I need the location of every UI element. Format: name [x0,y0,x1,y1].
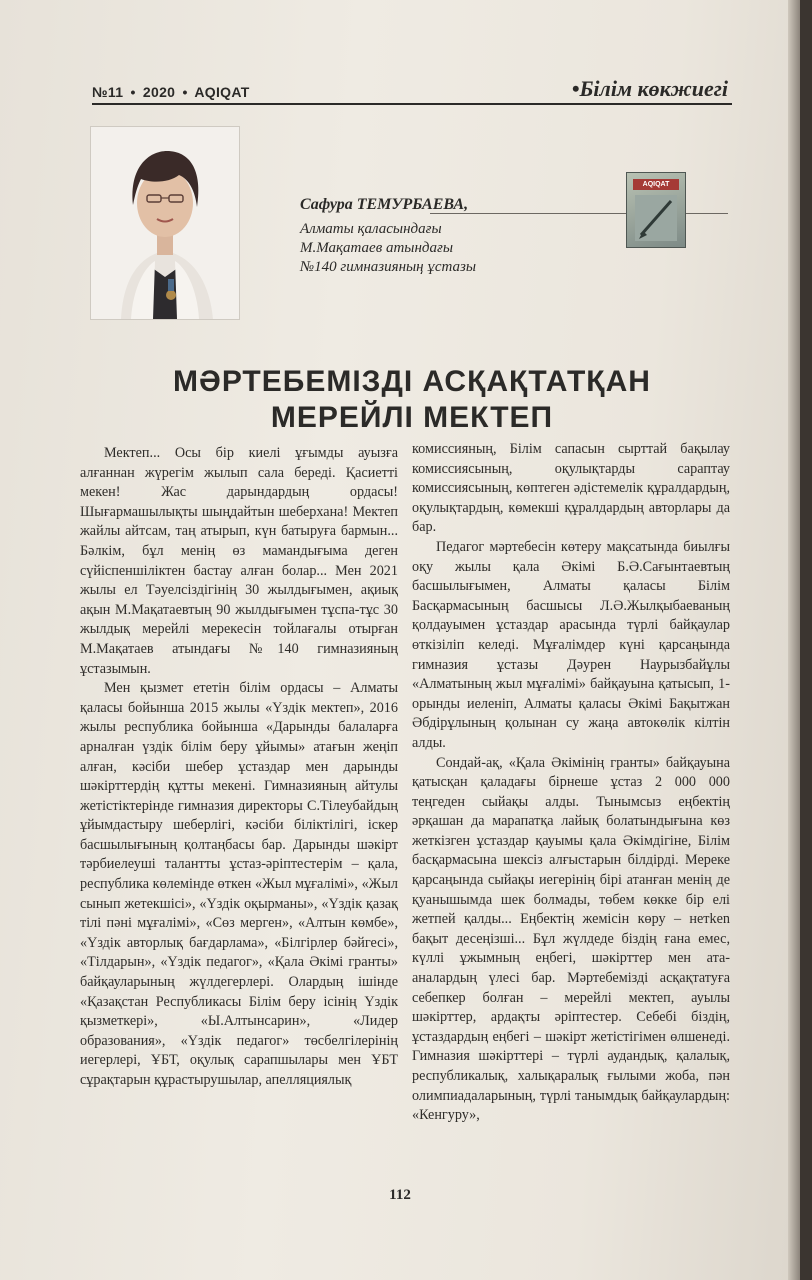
issue-number: №11 [92,84,124,100]
section-bullet-icon: • [571,76,580,101]
author-photo [90,126,240,320]
magazine-name: AQIQAT [194,84,250,100]
header-divider [92,103,732,105]
author-block [300,196,600,277]
page-edge-shadow [788,0,800,1280]
paragraph: Мен қызмет ететін білім ордасы – Алматы қаласы бойынша 2015 жылы «Үздік мектеп», 2016 жылы республика бойынша «Дарынды балаларға арналған үздік білім беру ұйымы» атағын жеңіп алған, кәсіби шебер ұстаздар мен дарынды шәкірттердің құтты мекені. Гимназияның айтулы жетістіктерінде гимназия директоры С.Тілеубайдың ұйымдастыру шеберлігі, кәсіби біліктілігі, іскер басшылығының қолтаңбасы бар. Дарынды шәкірт тәрбиелеуші талантты ұстаз-әріптестерім – қала, республика көлемінде өткен «Жыл мұғалімі», «Жыл сынып жетекшісі», «Үздік оқырманы», «Үздік қазақ тілі пәні мұғалімі», «Сөз мерген», «Алтын көмбе», «Үздік авторлық бағдарлама», «Білгірлер бәйгесі», «Тілдарын», «Үздік педагог», «Қала Әкімі гранты» байқауларының жүлдегерлері. Олардың ішінде «Қазақстан Республикасы Білім беру ісінің Үздік қызметкері», «Ы.Алтынсарин», «Лидер образования», «Үздік педагог» төсбелгілерінің иегерлері, ҰБТ, оқулық сарапшылары мен ҰБТ сұрақтарын құрастырушылар, апелляциялық [80,680,398,1088]
paragraph: Сондай-ақ, «Қала Әкімінің гранты» байқауына қатысқан қаладағы бірнеше ұстаз 2 000 000 теңгеден сыйақы алды. Тынымсыз еңбектің әрқашан да марапатқа лайық болатындығына көз жеткізген ұстаздар қауымы қала Әкімдігіне, Білім басқармасына шексіз алғыстарын білдірді. Мереке қарсаңында сыйақы иегерінің бірі атанған менің де қуанышымда шек болмады, төбем көкке бір елі жетпей қалды... Еңбектің жемісін көру – нетken бақыт десеңізші... Бұл жүлдеде біздің ғана емес, күллі ұжымның еңбегі, шәкірттер мен ата-аналардың үлесі бар. Мәртебемізді асқақтатуға себепкер болған – мерейлі мектеп, ауылы шәкірттер, ардақты әріптестер. Себебі біздің, ұстаздардың еңбегі – шәкірт жетістігімен өлшенеді. Гимназия шәкірттері – түрлі аудандық, қалалық, республикалық, халықаралық ғылыми жоба, пән олимпиадаларының, түрлі танымдық байқаулардың: «Кенгуру», [412,754,730,1124]
page-number: 112 [389,1187,411,1203]
section-title [572,76,728,102]
issue-year: 2020 [142,84,176,100]
bullet-icon: • [130,84,136,100]
logo-label: AQIQAT [633,179,679,190]
author-affiliation-line2: М.Мақатаев атындағы [300,240,454,256]
title-line2: МЕРЕЙЛІ МЕКТЕП [270,401,554,434]
author-name: Сафура ТЕМУРБАЕВА, [300,196,469,213]
portrait-image [91,127,239,319]
paragraph: Мектеп... Осы бір киелі ұғымды ауызға алғаннан жүрегім жылып сала береді. Қасиетті мекен! Жас дарындардың ордасы! Шығармашылықты шыңдайтын шеберхана! Мектеп жайлы айтсам, таң атырып, күн батыруға бармын... Бәлкім, бұл менің өз мамандығыма деген сүйіспеншіліктен бастау алған болар... Мен 2021 жылы ел Тәуелсіздігінің 30 жылдығымен, ақиық ақын М.Мақатаевтың 90 жылдығымен тұспа-тұс 30 жылдық мерейлі мерекесін тойлағалы отырған М.Мақатаев атындағы №140 гимназияның ұстазымын. [80,445,398,677]
bullet-icon: • [182,84,188,100]
text-column-left [80,444,398,1091]
pen-icon [635,195,677,241]
magazine-logo [626,172,686,248]
issue-header [92,84,250,100]
article-title [92,364,732,436]
author-affiliation-line1: Алматы қаласындағы [300,221,442,237]
author-affiliation-line3: №140 гимназияның ұстазы [300,259,477,275]
paragraph: комиссияның, Білім сапасын сырттай бақылау комиссиясының, оқулықтарды сараптау комиссиясының, көптеген әдістемелік құралдардың, оқулықтардың, көмекші құралдардың авторлары да бар. [412,441,730,536]
paragraph: Педагог мәртебесін көтеру мақсатында биылғы оқу жылы қала Әкімі Б.Ә.Сағынтаевтың басшылығымен, Алматы қаласы Білім Басқармасының басшысы Л.Ә.Жылқыбаеваның қолдауымен ұстаздар арасында түрлі байқаулар өткізіліп келеді. Мұғалімдер күні қарсаңында гимназия ұстазы Дәурен Наурызбайұлы «Алматының жыл мұғалімі» байқауына қатысып, 1-орынды иеленіп, Алматы қаласы Әкімі Бақытжан Әбдірұлының қолынан су жаңа автокөлік кілтін алды. [412,538,730,751]
title-line1: МӘРТЕБЕМІЗДІ АСҚАҚТАТҚАН [173,365,651,398]
section-title-text: Білім көкжиегі [579,76,728,101]
text-column-right [412,440,730,1126]
